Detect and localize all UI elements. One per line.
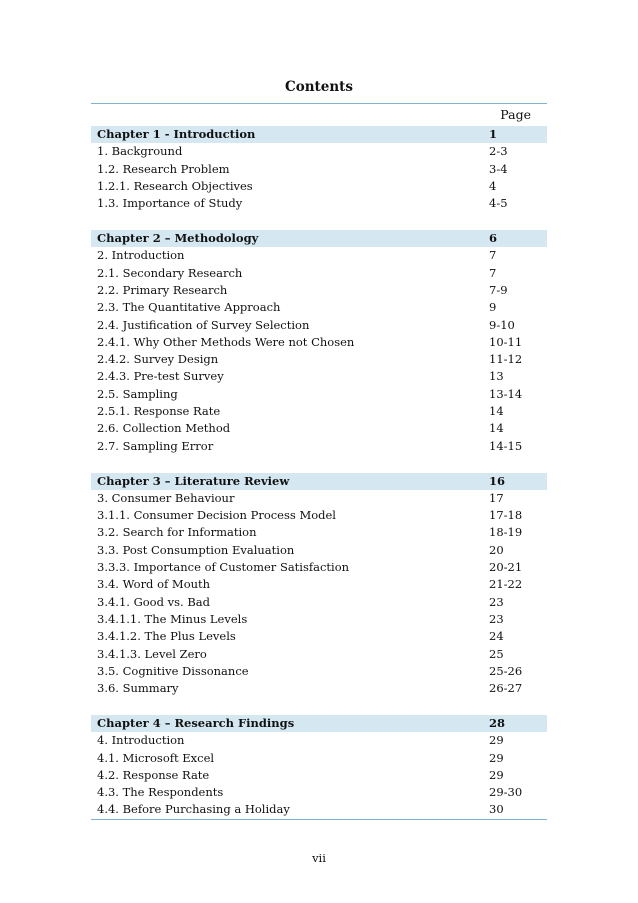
entry-page: 29 [489, 733, 504, 748]
chapter-spacer [91, 212, 547, 230]
entry-page: 9 [489, 300, 497, 315]
entry-title: 2. Introduction [97, 248, 185, 263]
entry-title: 1.2. Research Problem [97, 161, 230, 176]
toc-entry-row [91, 559, 547, 576]
chapter-title: Chapter 1 - Introduction [97, 127, 256, 141]
page-column-label: Page [500, 107, 531, 122]
toc-entry-row [91, 420, 547, 437]
entry-page: 30 [489, 802, 504, 817]
chapter-heading-row [91, 230, 547, 247]
entry-page: 3-4 [489, 161, 508, 176]
chapter-title: Chapter 3 – Literature Review [97, 473, 290, 488]
entry-title: 2.1. Secondary Research [97, 265, 243, 280]
entry-title: 1.3. Importance of Study [97, 196, 243, 211]
entry-page: 17 [489, 490, 504, 505]
page-title: Contents [284, 79, 354, 95]
entry-title: 2.4.1. Why Other Methods Were not Chosen [97, 334, 355, 349]
entry-title: 4.2. Response Rate [97, 767, 210, 782]
toc-entry-row [91, 334, 547, 351]
toc-entry-row [91, 576, 547, 593]
entry-page: 17-18 [489, 508, 523, 523]
entry-title: 3.1.1. Consumer Decision Process Model [97, 508, 336, 523]
entry-title: 1.2.1. Research Objectives [97, 178, 253, 193]
chapter-title: Chapter 2 – Methodology [97, 231, 259, 246]
chapter-page: 1 [489, 127, 498, 141]
entry-page: 24 [489, 629, 504, 644]
entry-title: 4.4. Before Purchasing a Holiday [97, 802, 290, 817]
entry-title: 3.2. Search for Information [97, 525, 257, 540]
entry-title: 2.5.1. Response Rate [97, 404, 221, 419]
entry-page: 10-11 [489, 334, 523, 349]
toc-entry-row [91, 265, 547, 282]
toc-entry-row [91, 750, 547, 767]
toc-entry-row [91, 403, 547, 420]
entry-page: 2-3 [489, 144, 508, 159]
toc-entry-row [91, 767, 547, 784]
entry-page: 7 [489, 265, 497, 280]
toc-entry-row [91, 680, 547, 697]
chapter-heading-row [91, 126, 547, 143]
toc-entry-row [91, 438, 547, 455]
entry-page: 23 [489, 594, 504, 609]
toc-entry-row [91, 542, 547, 559]
page-number-footer: vii [312, 851, 326, 865]
chapter-page: 16 [489, 473, 506, 488]
toc-entry-row [91, 195, 547, 212]
chapter-page: 28 [489, 715, 506, 730]
toc-entry-row [91, 247, 547, 264]
entry-title: 2.7. Sampling Error [97, 438, 214, 453]
toc-entry-row [91, 299, 547, 316]
entry-title: 2.4.2. Survey Design [97, 352, 219, 367]
entry-title: 3.4.1.2. The Plus Levels [97, 629, 236, 644]
toc-entry-row [91, 317, 547, 334]
table-of-contents [91, 126, 547, 820]
toc-entry-row [91, 524, 547, 541]
entry-page: 4 [489, 178, 497, 193]
chapter-heading-row [91, 715, 547, 732]
chapter-title: Chapter 4 – Research Findings [97, 715, 295, 730]
toc-entry-row [91, 143, 547, 160]
toc-entry-row [91, 386, 547, 403]
toc-entry-row [91, 628, 547, 645]
toc-entry-row [91, 507, 547, 524]
entry-page: 11-12 [489, 352, 523, 367]
toc-entry-row [91, 594, 547, 611]
entry-page: 14 [489, 404, 504, 419]
entry-title: 1. Background [97, 144, 183, 159]
entry-page: 23 [489, 611, 504, 626]
toc-entry-row [91, 368, 547, 385]
entry-title: 3.3.3. Importance of Customer Satisfaction [97, 560, 350, 575]
entry-title: 2.3. The Quantitative Approach [97, 300, 281, 315]
page-column-header [91, 103, 547, 127]
entry-page: 21-22 [489, 577, 523, 592]
chapter-heading-row [91, 473, 547, 490]
entry-page: 29 [489, 750, 504, 765]
entry-page: 14 [489, 421, 504, 436]
entry-page: 18-19 [489, 525, 523, 540]
entry-page: 29-30 [489, 785, 523, 800]
entry-page: 25 [489, 646, 504, 661]
entry-title: 3.4. Word of Mouth [97, 577, 211, 592]
entry-title: 4. Introduction [97, 733, 185, 748]
entry-title: 3.4.1.1. The Minus Levels [97, 611, 248, 626]
toc-entry-row [91, 161, 547, 178]
entry-title: 3.5. Cognitive Dissonance [97, 663, 249, 678]
entry-title: 4.3. The Respondents [97, 785, 224, 800]
chapter-spacer [91, 697, 547, 715]
entry-page: 25-26 [489, 663, 523, 678]
bottom-rule [91, 819, 547, 820]
toc-entry-row [91, 732, 547, 749]
entry-title: 3.4.1. Good vs. Bad [97, 594, 211, 609]
toc-entry-row [91, 490, 547, 507]
entry-page: 29 [489, 767, 504, 782]
entry-page: 4-5 [489, 196, 508, 211]
entry-title: 2.6. Collection Method [97, 421, 231, 436]
toc-entry-row [91, 663, 547, 680]
toc-entry-row [91, 801, 547, 818]
entry-page: 7-9 [489, 282, 508, 297]
entry-page: 20-21 [489, 560, 523, 575]
toc-entry-row [91, 282, 547, 299]
chapter-spacer [91, 455, 547, 473]
entry-page: 20 [489, 542, 504, 557]
entry-title: 2.4.3. Pre-test Survey [97, 369, 224, 384]
entry-page: 14-15 [489, 438, 523, 453]
entry-title: 2.4. Justification of Survey Selection [97, 317, 310, 332]
toc-entry-row [91, 351, 547, 368]
entry-page: 7 [489, 248, 497, 263]
entry-page: 26-27 [489, 681, 523, 696]
entry-title: 3. Consumer Behaviour [97, 490, 235, 505]
entry-page: 13 [489, 369, 504, 384]
entry-title: 2.5. Sampling [97, 386, 178, 401]
entry-title: 2.2. Primary Research [97, 282, 228, 297]
chapter-page: 6 [489, 231, 498, 246]
entry-title: 3.3. Post Consumption Evaluation [97, 542, 295, 557]
entry-page: 13-14 [489, 386, 523, 401]
entry-title: 3.4.1.3. Level Zero [97, 646, 207, 661]
toc-entry-row [91, 646, 547, 663]
entry-page: 9-10 [489, 317, 515, 332]
toc-entry-row [91, 611, 547, 628]
entry-title: 4.1. Microsoft Excel [97, 750, 215, 765]
entry-title: 3.6. Summary [97, 681, 179, 696]
toc-entry-row [91, 178, 547, 195]
toc-entry-row [91, 784, 547, 801]
